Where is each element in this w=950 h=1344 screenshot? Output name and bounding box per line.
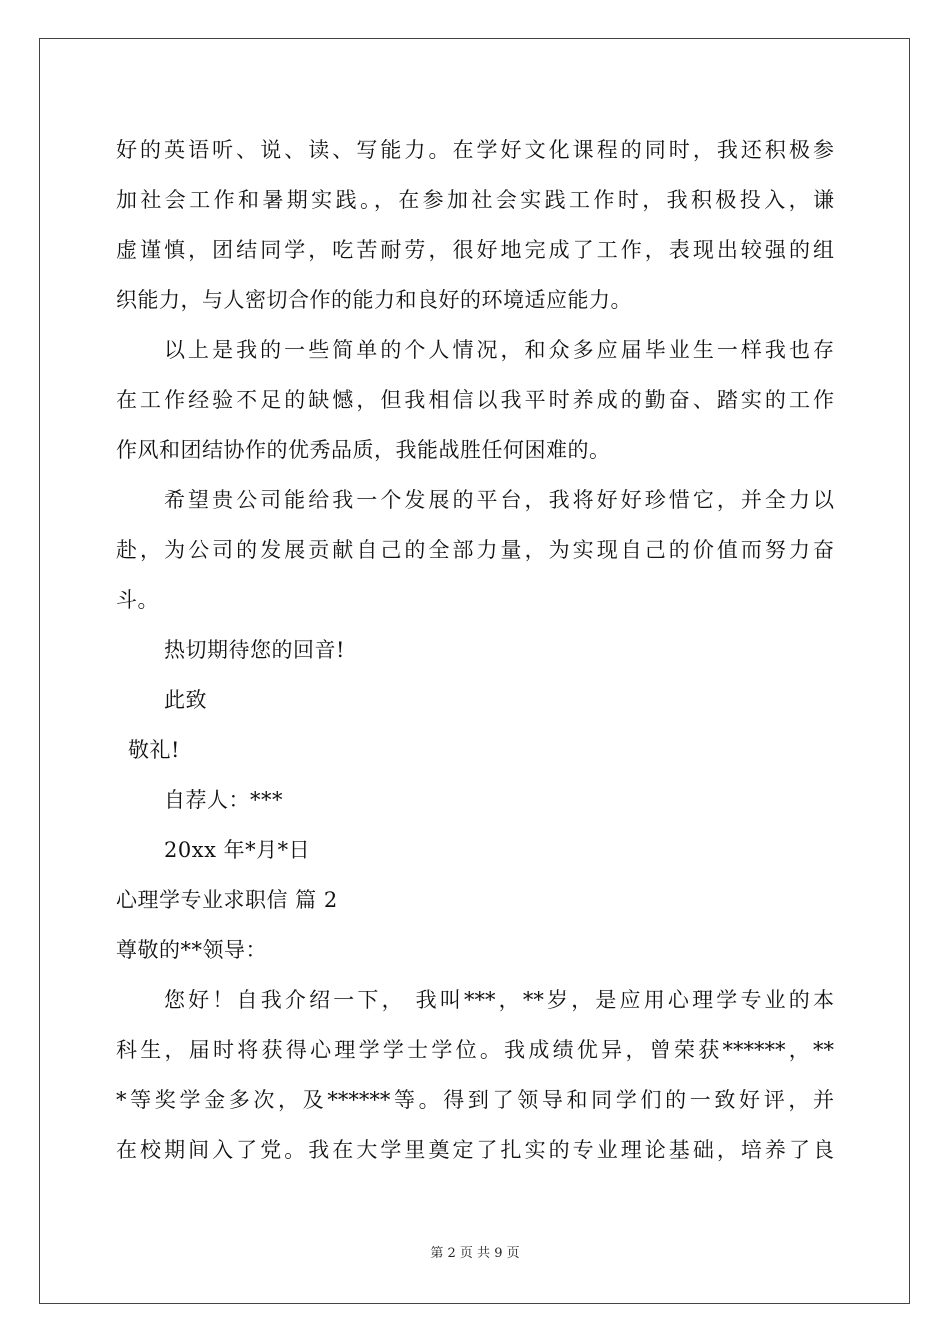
closing-hope: 热切期待您的回音! [164,638,345,662]
body-line-10: 斗。 [116,588,159,612]
body-line-4: 织能力，与人密切合作的能力和良好的环境适应能力。 [116,288,632,312]
page-number-footer: 第 2 页 共 9 页 [430,1246,520,1261]
closing-jingli: 敬礼! [128,738,180,762]
body-line-9: 赴，为公司的发展贡献自己的全部力量，为实现自己的价值而努力奋 [116,538,834,562]
paragraph-line-5: 以上是我的一些简单的个人情况，和众多应届毕业生一样我也存 [164,338,834,362]
body-line-6: 在工作经验不足的缺憾，但我相信以我平时养成的勤奋、踏实的工作 [116,388,834,412]
page-border [39,38,910,1304]
body-line-20: *等奖学金多次，及******等。得到了领导和同学们的一致好评，并 [116,1088,834,1112]
paragraph-line-18: 您好！自我介绍一下， 我叫***，**岁，是应用心理学专业的本 [164,988,834,1012]
date: 20xx 年*月*日 [164,838,311,862]
signature: 自荐人：*** [164,788,283,812]
body-line-21: 在校期间入了党。我在大学里奠定了扎实的专业理论基础，培养了良 [116,1138,834,1162]
salutation: 尊敬的**领导： [116,938,267,962]
body-line-7: 作风和团结协作的优秀品质，我能战胜任何困难的。 [116,438,611,462]
body-line-2: 加社会工作和暑期实践。，在参加社会实践工作时，我积极投入，谦 [116,188,834,212]
section-title: 心理学专业求职信 篇 2 [116,888,338,912]
closing-cizhi: 此致 [164,688,207,712]
body-line-19: 科生，届时将获得心理学学士学位。我成绩优异，曾荣获******，** [116,1038,834,1062]
body-line-1: 好的英语听、说、读、写能力。在学好文化课程的同时，我还积极参 [116,138,834,162]
paragraph-line-8: 希望贵公司能给我一个发展的平台，我将好好珍惜它，并全力以 [164,488,834,512]
body-line-3: 虚谨慎，团结同学，吃苦耐劳，很好地完成了工作，表现出较强的组 [116,238,834,262]
